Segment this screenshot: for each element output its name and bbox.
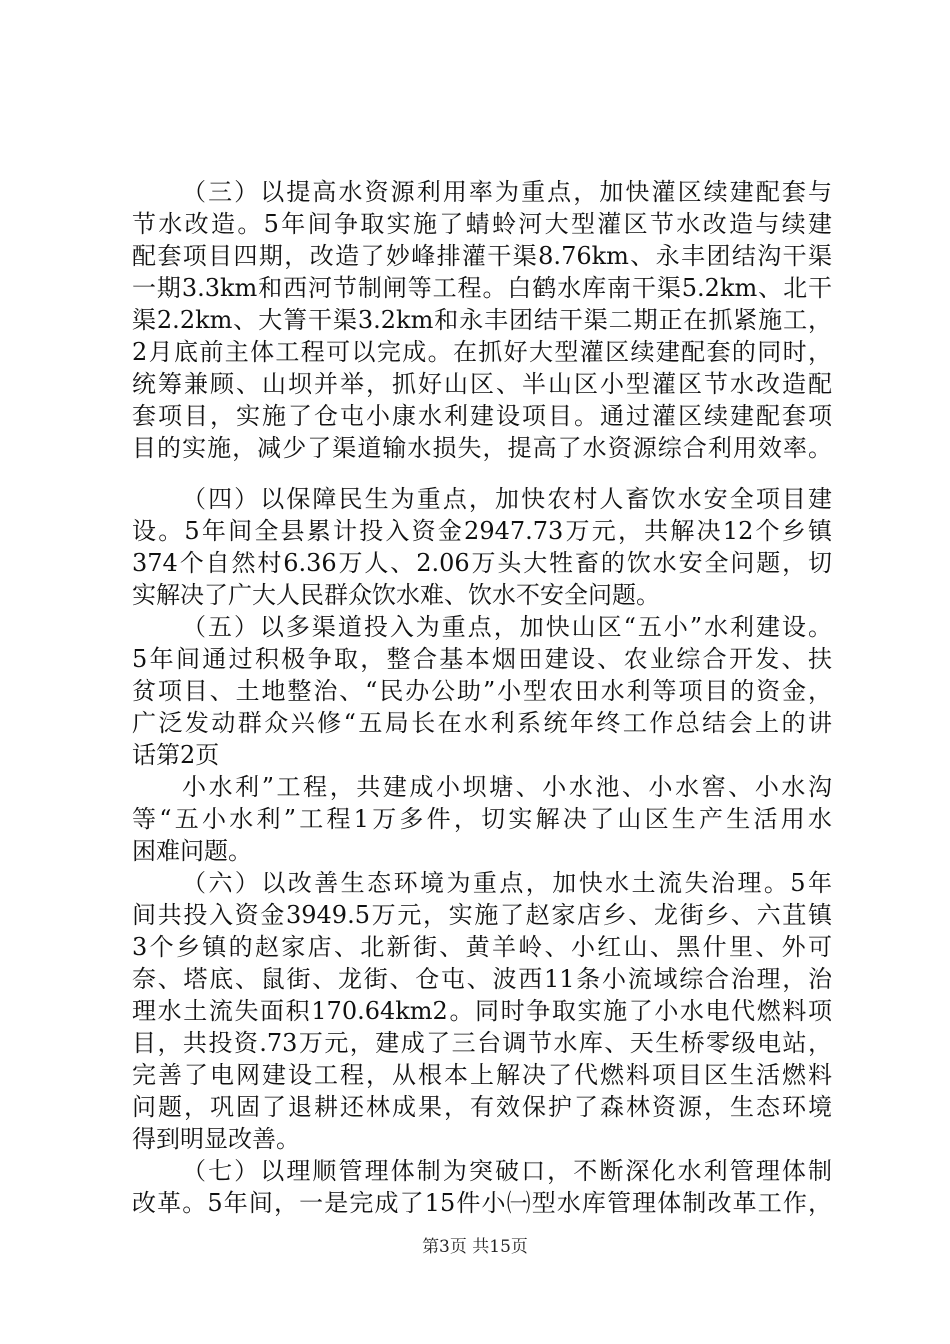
paragraph-5-line-1: （五）以多渠道投入为重点，加快山区“五小”水利建设。 (182, 613, 832, 641)
paragraph-3-line-3: 配套项目四期，改造了妙峰排灌干渠8.76km、永丰团结沟干渠 (132, 242, 832, 270)
paragraph-6-line-9: 得到明显改善。 (132, 1125, 300, 1153)
paragraph-4-line-4: 实解决了广大人民群众饮水难、饮水不安全问题。 (132, 581, 660, 609)
paragraph-5b-line-1: 小水利”工程，共建成小坝塘、小水池、小水窖、小水沟 (182, 773, 832, 801)
paragraph-6-line-1: （六）以改善生态环境为重点，加快水土流失治理。5年 (182, 869, 832, 897)
paragraph-6-line-4: 奈、塔底、鼠街、龙街、仓屯、波西11条小流域综合治理，治 (132, 965, 832, 993)
paragraph-4-line-2: 设。5年间全县累计投入资金2947.73万元，共解决12个乡镇 (132, 517, 832, 545)
paragraph-3-line-9: 目的实施，减少了渠道输水损失，提高了水资源综合利用效率。 (132, 434, 832, 462)
paragraph-6-line-5: 理水土流失面积170.64km2。同时争取实施了小水电代燃料项 (132, 997, 832, 1025)
paragraph-6-line-6: 目，共投资.73万元，建成了三台调节水库、天生桥零级电站， (132, 1029, 832, 1057)
paragraph-6-line-2: 间共投入资金3949.5万元，实施了赵家店乡、龙街乡、六苴镇 (132, 901, 832, 929)
paragraph-5b-line-3: 困难问题。 (132, 837, 252, 865)
paragraph-3-line-1: （三）以提高水资源利用率为重点，加快灌区续建配套与 (182, 178, 832, 206)
paragraph-5-line-2: 5年间通过积极争取，整合基本烟田建设、农业综合开发、扶 (132, 645, 832, 673)
paragraph-7-line-2: 改革。5年间，一是完成了15件小㈠型水库管理体制改革工作， (132, 1189, 832, 1217)
paragraph-3-line-4: 一期3.3km和西河节制闸等工程。白鹤水库南干渠5.2km、北干 (132, 274, 832, 302)
paragraph-4-line-1: （四）以保障民生为重点，加快农村人畜饮水安全项目建 (182, 485, 832, 513)
paragraph-6-line-7: 完善了电网建设工程，从根本上解决了代燃料项目区生活燃料 (132, 1061, 832, 1089)
paragraph-5-line-3: 贫项目、土地整治、“民办公助”小型农田水利等项目的资金， (132, 677, 832, 705)
paragraph-7-line-1: （七）以理顺管理体制为突破口，不断深化水利管理体制 (182, 1157, 832, 1185)
paragraph-5b-line-2: 等“五小水利”工程1万多件，切实解决了山区生产生活用水 (132, 805, 832, 833)
paragraph-3-line-8: 套项目，实施了仓屯小康水利建设项目。通过灌区续建配套项 (132, 402, 832, 430)
paragraph-6-line-3: 3个乡镇的赵家店、北新街、黄羊岭、小红山、黑什里、外可 (132, 933, 832, 961)
paragraph-4-line-3: 374个自然村6.36万人、2.06万头大牲畜的饮水安全问题，切 (132, 549, 832, 577)
paragraph-3-line-5: 渠2.2km、大箐干渠3.2km和永丰团结干渠二期正在抓紧施工， (132, 306, 832, 334)
paragraph-3-line-6: 2月底前主体工程可以完成。在抓好大型灌区续建配套的同时， (132, 338, 832, 366)
paragraph-5-line-4: 广泛发动群众兴修“五局长在水利系统年终工作总结会上的讲 (132, 709, 832, 737)
page-number-footer: 第3页 共15页 (422, 1237, 528, 1257)
paragraph-6-line-8: 问题，巩固了退耕还林成果，有效保护了森林资源，生态环境 (132, 1093, 832, 1121)
paragraph-3-line-2: 节水改造。5年间争取实施了蜻蛉河大型灌区节水改造与续建 (132, 210, 832, 238)
paragraph-5-line-5: 话第2页 (132, 741, 220, 769)
paragraph-3-line-7: 统筹兼顾、山坝并举，抓好山区、半山区小型灌区节水改造配 (132, 370, 832, 398)
